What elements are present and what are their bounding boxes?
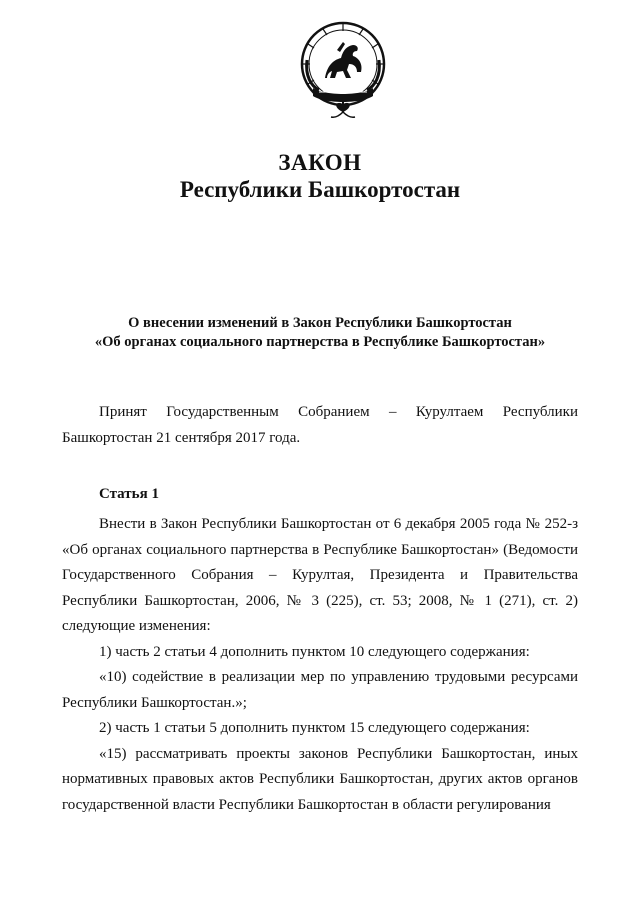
article-paragraph: Внести в Закон Республики Башкортостан от 6 декабря 2005 года № 252-з «Об органах социального партнерства в Республике Башкортостан» (Ведомости Государственного Собрания – Курултая, Президента и Правительства Республики Башкортостан, 2006, № 3 (225), ст. 53; 2008, № 1 (271), ст. 2) следующие изменения: <box>62 516 578 634</box>
adoption-text: Принят Государственным Собранием – Курултаем Республики Башкортостан 21 сентября 2017 года. <box>62 404 578 446</box>
article-paragraph: «10) содействие в реализации мер по управлению трудовыми ресурсами Республики Башкортостан.»; <box>62 669 578 711</box>
adoption-statement <box>62 400 578 451</box>
law-subject-line-2: «Об органах социального партнерства в Республике Башкортостан» <box>94 334 546 350</box>
coat-of-arms-icon <box>299 20 387 122</box>
article-body <box>62 512 578 818</box>
document-title: ЗАКОН <box>278 150 362 175</box>
article-heading: Статья 1 <box>99 486 159 502</box>
article-paragraph: 1) часть 2 статьи 4 дополнить пунктом 10 следующего содержания: <box>99 643 530 660</box>
law-subject-line-1: О внесении изменений в Закон Республики Башкортостан <box>128 315 512 331</box>
document-subtitle: Республики Башкортостан <box>179 177 461 202</box>
article-paragraph: «15) рассматривать проекты законов Республики Башкортостан, иных нормативных правовых актов Республики Башкортостан, других актов органов государственной власти Республики Башкортостан в области регулирования <box>62 745 578 813</box>
article-paragraph: 2) часть 1 статьи 5 дополнить пунктом 15 следующего содержания: <box>99 720 530 736</box>
